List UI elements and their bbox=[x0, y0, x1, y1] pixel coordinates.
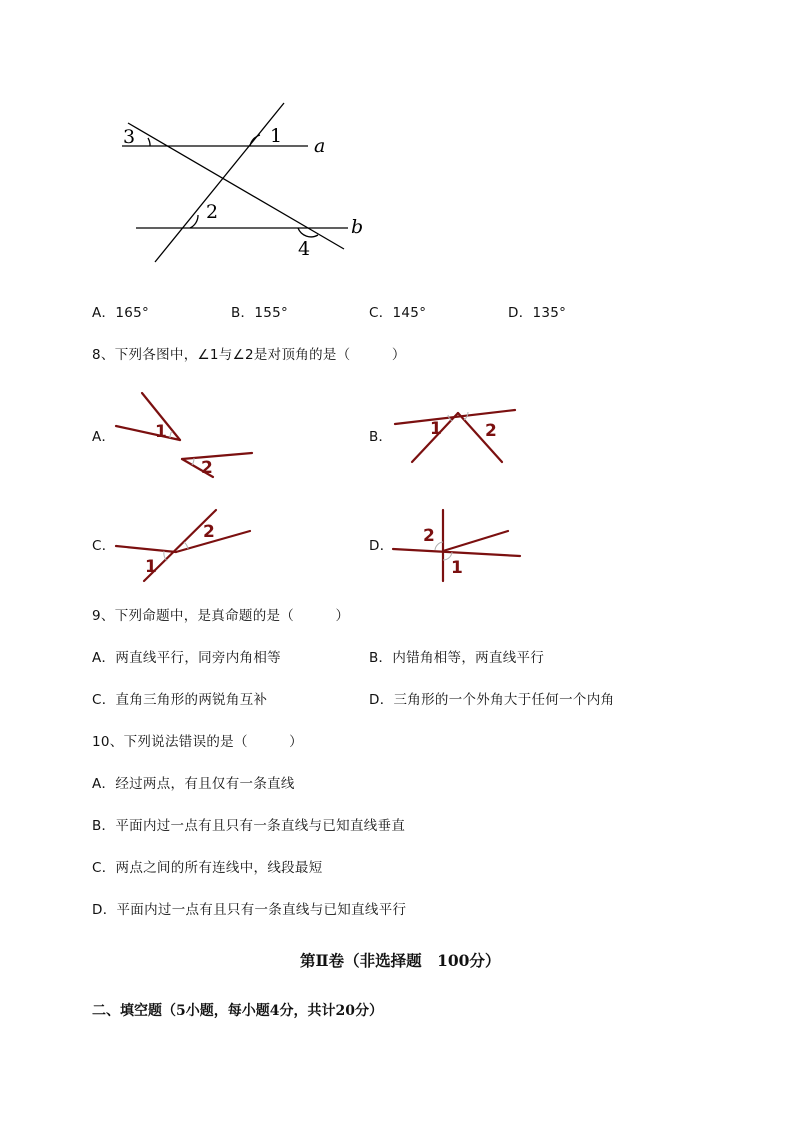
part2-title: 第Ⅱ卷（非选择题 100分） bbox=[300, 951, 501, 970]
label-3: 3 bbox=[123, 126, 136, 148]
q7-option-c: C．145° bbox=[369, 305, 427, 321]
parallel-lines-figure bbox=[100, 95, 380, 275]
q9-option-b: B．内错角相等，两直线平行 bbox=[369, 650, 545, 666]
q8-stem: 8、下列各图中，∠1与∠2是对顶角的是（ ） bbox=[92, 347, 406, 363]
label-2: 2 bbox=[206, 201, 219, 223]
q9-option-a: A．两直线平行，同旁内角相等 bbox=[92, 650, 281, 666]
q7-option-b: B．155° bbox=[231, 305, 289, 321]
q10-option-c: C．两点之间的所有连线中，线段最短 bbox=[92, 860, 323, 876]
label-b: b bbox=[351, 216, 364, 238]
q8-c-label-1: 1 bbox=[145, 557, 157, 577]
q8-d-label-2: 2 bbox=[423, 526, 435, 546]
q8-figure-a bbox=[110, 385, 265, 485]
q8-figure-c bbox=[112, 505, 257, 590]
q9-stem: 9、下列命题中，是真命题的是（ ） bbox=[92, 608, 350, 624]
label-a: a bbox=[314, 135, 326, 157]
q10-option-b: B．平面内过一点有且只有一条直线与已知直线垂直 bbox=[92, 818, 406, 834]
q8-b-label-1: 1 bbox=[430, 419, 442, 439]
angle-3-arc bbox=[148, 138, 150, 146]
q7-option-a: A．165° bbox=[92, 305, 150, 321]
label-4: 4 bbox=[298, 238, 311, 260]
q10-option-d: D．平面内过一点有且只有一条直线与已知直线平行 bbox=[92, 902, 407, 918]
q8-figure-d bbox=[390, 505, 525, 585]
q10-stem: 10、下列说法错误的是（ ） bbox=[92, 734, 303, 750]
q8-option-b: B． bbox=[369, 429, 393, 445]
q8-option-d: D． bbox=[369, 538, 394, 554]
q9-option-c: C．直角三角形的两锐角互补 bbox=[92, 692, 268, 708]
q8-a-label-1: 1 bbox=[155, 422, 167, 442]
q8-option-c: C． bbox=[92, 538, 116, 554]
transversal-2 bbox=[128, 123, 344, 249]
q9-option-d: D．三角形的一个外角大于任何一个内角 bbox=[369, 692, 615, 708]
q7-option-d: D．135° bbox=[508, 305, 567, 321]
q8-figure-b bbox=[390, 400, 520, 470]
q8-b-label-2: 2 bbox=[485, 421, 497, 441]
angle-1-arc bbox=[250, 135, 260, 146]
q8-option-a: A． bbox=[92, 429, 116, 445]
q8-c-label-2: 2 bbox=[203, 522, 215, 542]
q8-a-label-2: 2 bbox=[201, 458, 213, 478]
fill-in-section-heading: 二、填空题（5小题，每小题4分，共计20分） bbox=[92, 1003, 383, 1019]
label-1: 1 bbox=[270, 125, 283, 147]
transversal-1 bbox=[155, 103, 284, 262]
q10-option-a: A．经过两点，有且仅有一条直线 bbox=[92, 776, 295, 792]
q8-d-label-1: 1 bbox=[451, 558, 463, 578]
